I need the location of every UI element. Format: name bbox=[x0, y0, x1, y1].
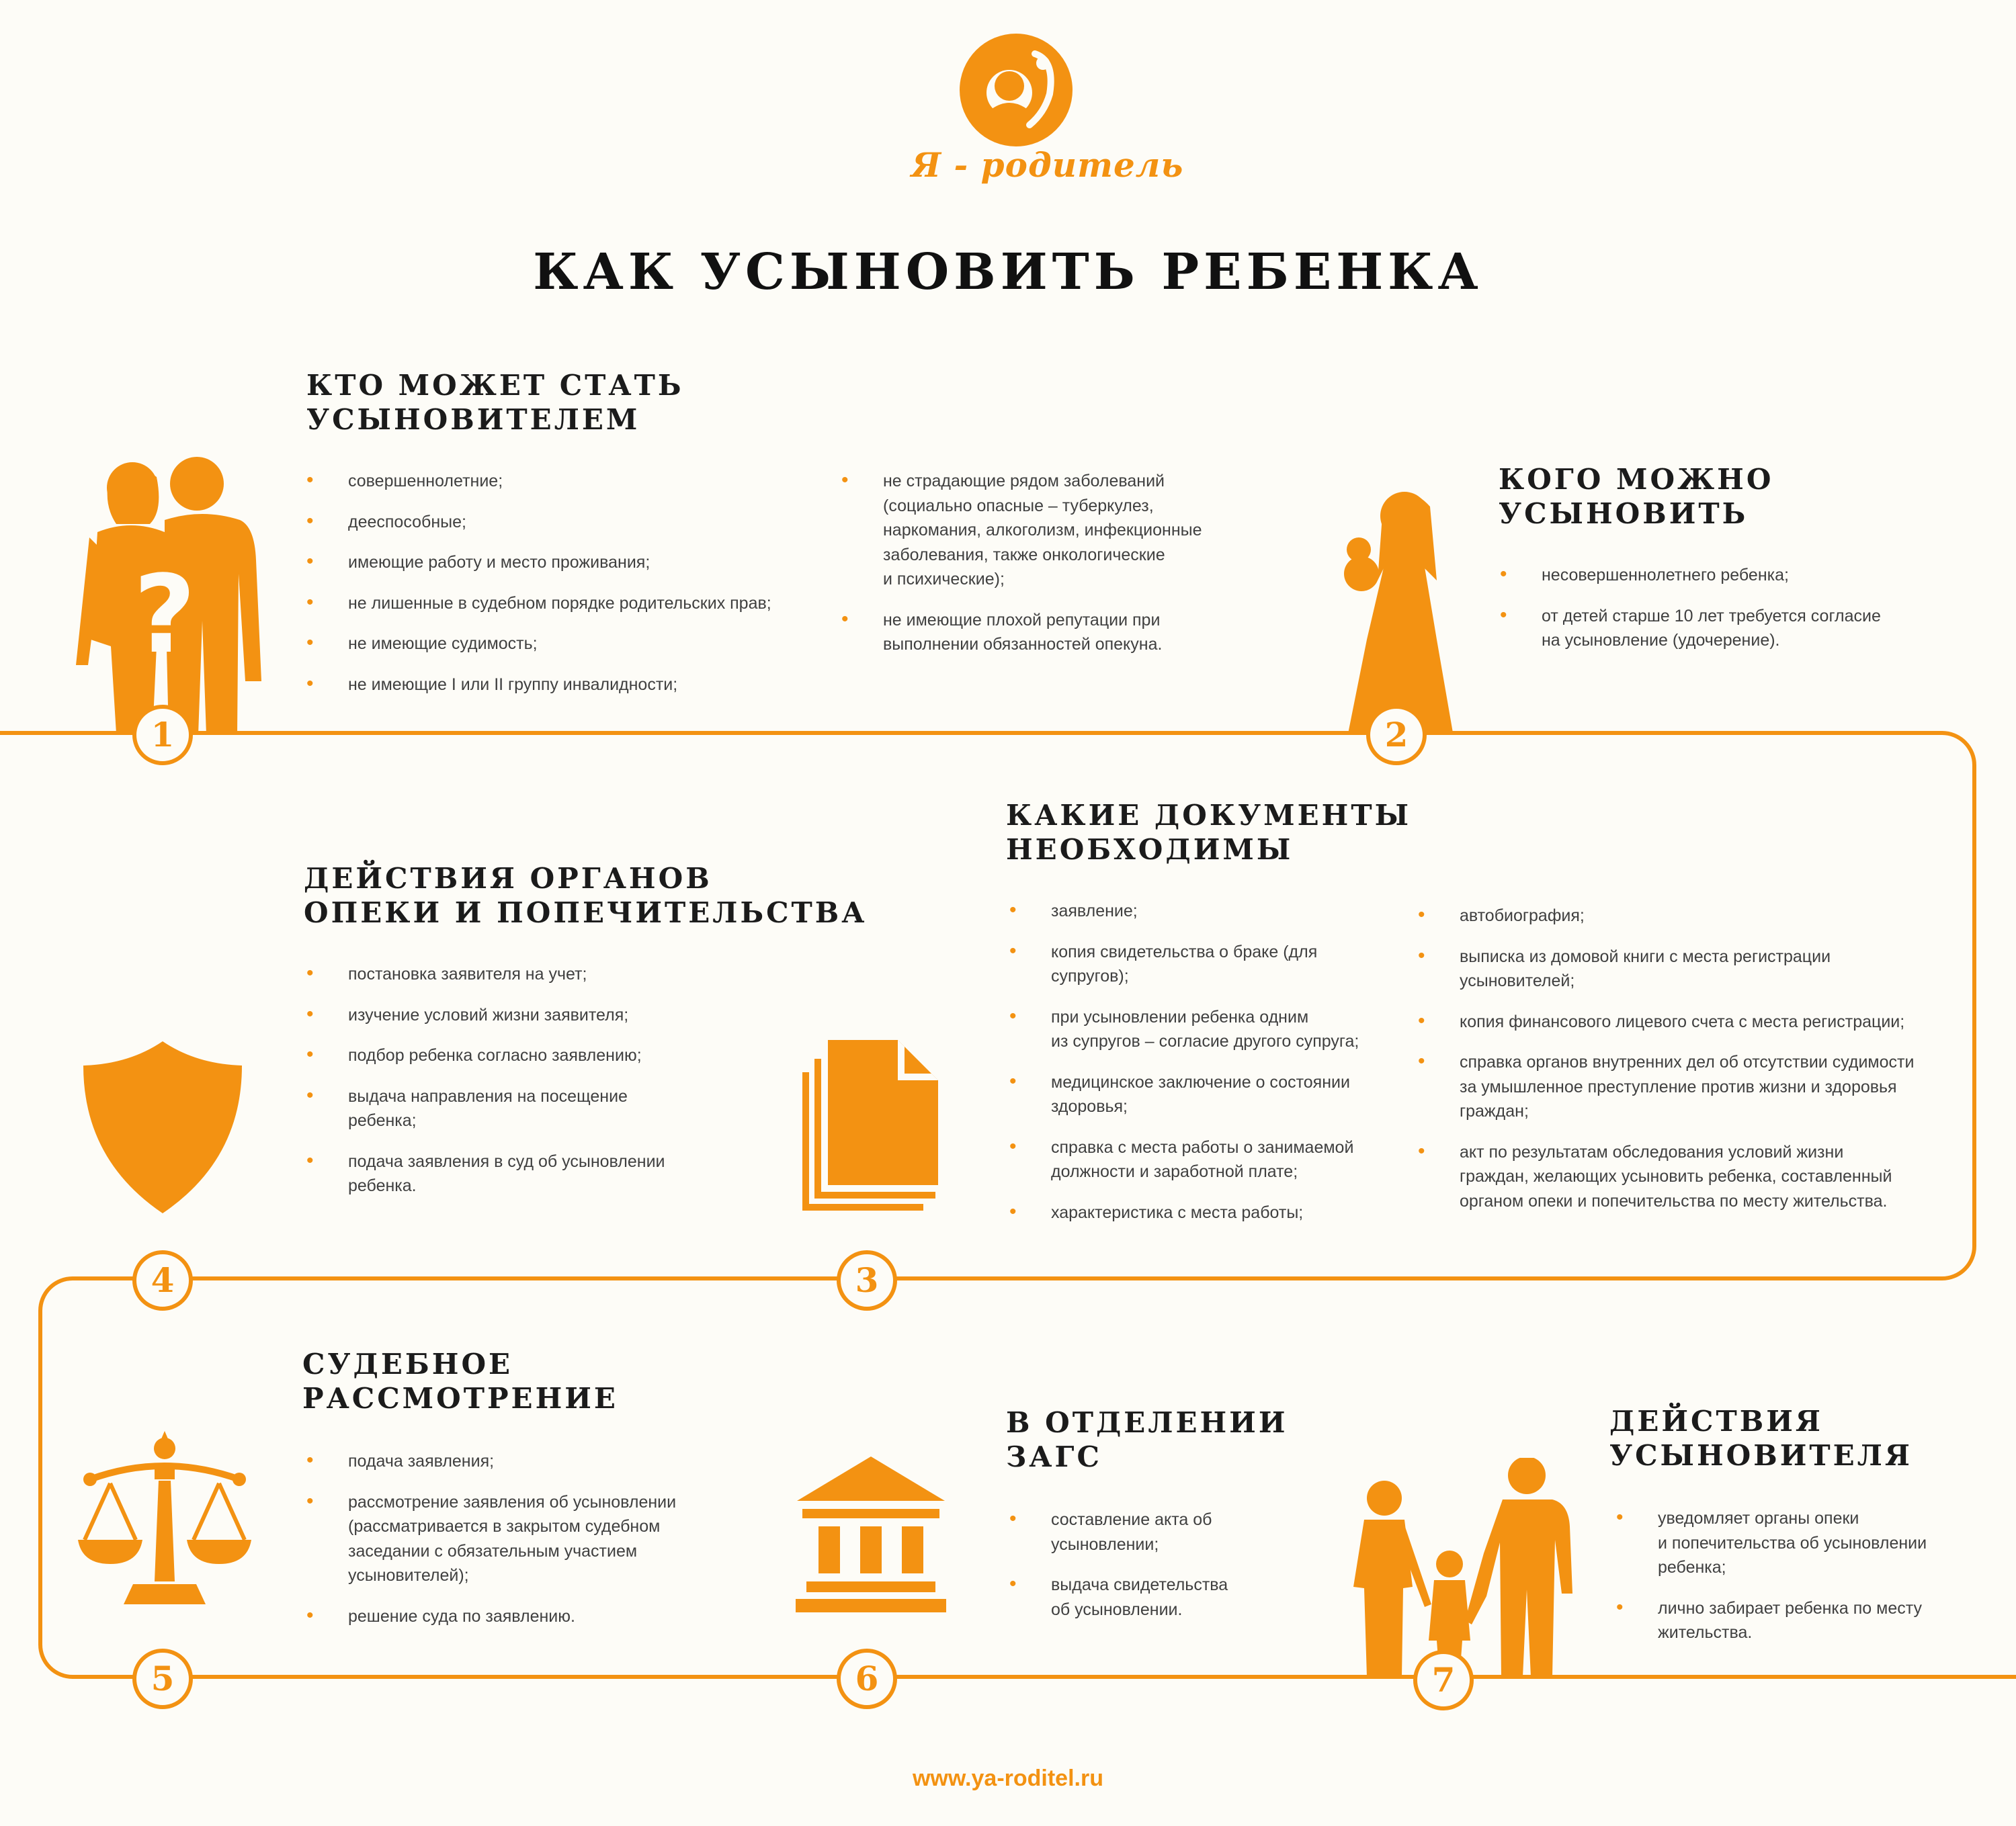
list-item: • справка органов внутренних дел об отсутствии судимости за умышленное преступление против жизни и здоровья граждан; bbox=[1418, 1050, 1969, 1124]
parent-child-logo-icon bbox=[954, 34, 1089, 155]
section-5-title: СУДЕБНОЕ РАССМОТРЕНИЕ bbox=[302, 1348, 618, 1415]
list-item: • имеющие работу и место проживания; bbox=[306, 550, 817, 575]
section-3-list-col2 bbox=[1418, 904, 1969, 1229]
list-item: • заявление; bbox=[1009, 899, 1413, 924]
list-item: • дееспособные; bbox=[306, 510, 817, 535]
brand-logo bbox=[954, 34, 1089, 155]
step-number-3: 3 bbox=[837, 1250, 897, 1311]
couple-question-icon bbox=[71, 450, 272, 737]
list-item: • не имеющие I или II группу инвалидности; bbox=[306, 672, 817, 697]
section-1-list-col2 bbox=[841, 469, 1271, 673]
list-item: • копия финансового лицевого счета с места регистрации; bbox=[1418, 1010, 1969, 1035]
section-3-list-col1 bbox=[1009, 899, 1413, 1241]
section-4-title: ДЕЙСТВИЯ ОРГАНОВ ОПЕКИ И ПОПЕЧИТЕЛЬСТВА bbox=[304, 862, 868, 929]
section-1-list-col1 bbox=[306, 469, 817, 713]
list-item: • акт по результатам обследования условий жизни граждан, желающих усыновить ребенка, составленный органом опеки и попечительства по месту жительства. bbox=[1418, 1140, 1969, 1214]
step-number-1: 1 bbox=[132, 705, 193, 765]
list-item: • выдача направления на посещение ребенка; bbox=[306, 1084, 750, 1133]
step-number-4: 4 bbox=[132, 1250, 193, 1311]
section-4-list bbox=[306, 962, 750, 1215]
list-item: • от детей старше 10 лет требуется согласие на усыновление (удочерение). bbox=[1500, 604, 1984, 653]
step-number-2: 2 bbox=[1366, 705, 1427, 765]
list-item: • подбор ребенка согласно заявлению; bbox=[306, 1043, 750, 1068]
list-item: • автобиография; bbox=[1418, 904, 1969, 928]
svg-text:?: ? bbox=[133, 552, 196, 677]
section-2-list bbox=[1500, 563, 1984, 669]
scales-icon bbox=[74, 1431, 255, 1616]
step-number-5: 5 bbox=[132, 1649, 193, 1709]
list-item: • выдача свидетельства об усыновлении. bbox=[1009, 1573, 1359, 1622]
list-item: • лично забирает ребенка по месту жительства. bbox=[1616, 1596, 1992, 1645]
section-6-list bbox=[1009, 1508, 1359, 1638]
list-item: • подача заявления; bbox=[306, 1449, 750, 1474]
section-5-list bbox=[306, 1449, 750, 1645]
list-item: • не имеющие судимость; bbox=[306, 632, 817, 656]
list-item: • не страдающие рядом заболеваний (социально опасные – туберкулез, наркомания, алкоголизм, инфекционные заболевания, также онкологические и психические); bbox=[841, 469, 1271, 592]
list-item: • решение суда по заявлению. bbox=[306, 1604, 750, 1629]
list-item: • совершеннолетние; bbox=[306, 469, 817, 494]
step-number-7: 7 bbox=[1413, 1650, 1474, 1710]
list-item: • выписка из домовой книги с места регистрации усыновителей; bbox=[1418, 945, 1969, 994]
list-item: • не имеющие плохой репутации при выполнении обязанностей опекуна. bbox=[841, 608, 1271, 657]
list-item: • характеристика с места работы; bbox=[1009, 1201, 1413, 1225]
list-item: • копия свидетельства о браке (для супругов); bbox=[1009, 940, 1413, 989]
page-title: КАК УСЫНОВИТЬ РЕБЕНКА bbox=[533, 243, 1483, 301]
section-7-title: ДЕЙСТВИЯ УСЫНОВИТЕЛЯ bbox=[1609, 1405, 1913, 1472]
family-icon bbox=[1344, 1458, 1579, 1680]
list-item: • несовершеннолетнего ребенка; bbox=[1500, 563, 1984, 588]
website-link[interactable]: www.ya-roditel.ru bbox=[912, 1766, 1103, 1791]
section-2-title: КОГО МОЖНО УСЫНОВИТЬ bbox=[1499, 463, 1774, 530]
list-item: • уведомляет органы опеки и попечительства об усыновлении ребенка; bbox=[1616, 1506, 1992, 1580]
list-item: • составление акта об усыновлении; bbox=[1009, 1508, 1359, 1557]
list-item: • подача заявления в суд об усыновлении ребенка. bbox=[306, 1149, 750, 1199]
government-building-icon bbox=[793, 1457, 949, 1616]
girl-with-teddy-icon bbox=[1344, 484, 1458, 737]
list-item: • не лишенные в судебном порядке родительских прав; bbox=[306, 591, 817, 616]
list-item: • справка с места работы о занимаемой должности и заработной плате; bbox=[1009, 1135, 1413, 1184]
list-item: • медицинское заключение о состоянии здоровья; bbox=[1009, 1070, 1413, 1119]
section-7-list bbox=[1616, 1506, 1992, 1661]
list-item: • постановка заявителя на учет; bbox=[306, 962, 750, 987]
logo-text: Я - родитель bbox=[911, 145, 1184, 185]
list-item: • при усыновлении ребенка одним из супругов – согласие другого супруга; bbox=[1009, 1005, 1413, 1054]
section-6-title: В ОТДЕЛЕНИИ ЗАГС bbox=[1006, 1406, 1288, 1473]
step-number-6: 6 bbox=[837, 1649, 897, 1709]
shield-icon bbox=[83, 1041, 242, 1217]
list-item: • рассмотрение заявления об усыновлении (рассматривается в закрытом судебном заседании с обязательным участием усыновителей); bbox=[306, 1490, 750, 1588]
section-3-title: КАКИЕ ДОКУМЕНТЫ НЕОБХОДИМЫ bbox=[1006, 799, 1412, 866]
list-item: • изучение условий жизни заявителя; bbox=[306, 1003, 750, 1028]
documents-icon bbox=[800, 1040, 948, 1218]
section-1-title: КТО МОЖЕТ СТАТЬ УСЫНОВИТЕЛЕМ bbox=[306, 369, 684, 436]
